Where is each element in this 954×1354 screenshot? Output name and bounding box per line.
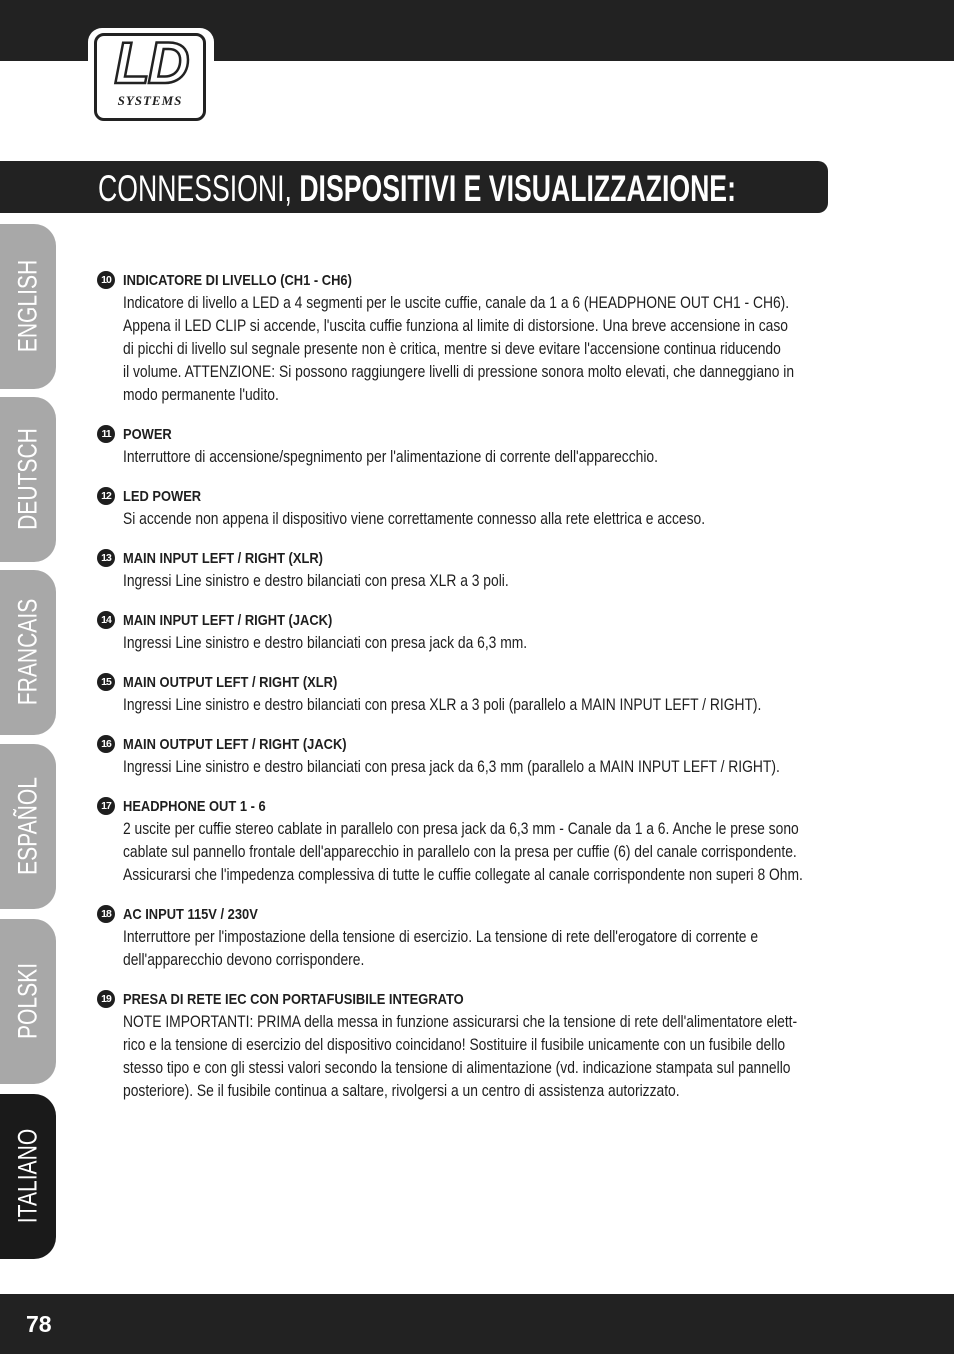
section-title-light: CONNESSIONI, [98, 168, 300, 209]
item-number-badge: 18 [97, 905, 115, 923]
description-line: Ingressi Line sinistro e destro bilanciati con presa XLR a 3 poli. [123, 572, 509, 590]
section-title-bar [0, 161, 828, 213]
tab-english[interactable] [0, 224, 56, 389]
description-line: Ingressi Line sinistro e destro bilanciati con presa XLR a 3 poli (parallelo a MAIN INPUT LEFT / RIGHT). [123, 696, 762, 714]
item-description [123, 926, 858, 972]
item-title: MAIN INPUT LEFT / RIGHT (JACK) [123, 612, 333, 629]
feature-item [97, 269, 867, 407]
feature-item [97, 903, 867, 972]
tab-label: FRANCAIS [12, 598, 43, 706]
item-title: MAIN OUTPUT LEFT / RIGHT (XLR) [123, 674, 338, 691]
tab-francais[interactable] [0, 570, 56, 735]
feature-item [97, 547, 867, 593]
item-description [123, 446, 858, 469]
item-number-badge: 12 [97, 487, 115, 505]
description-line: modo permanente l'udito. [123, 386, 279, 404]
description-line: rico e la tensione di esercizio del dispositivo coincidano! Sostituire il fusibile unicamente con un fusibile dello [123, 1036, 786, 1054]
feature-item [97, 795, 867, 887]
item-description [123, 1011, 858, 1103]
item-number-badge: 10 [97, 271, 115, 289]
tab-italiano[interactable] [0, 1094, 56, 1259]
description-line: Interruttore per l'impostazione della tensione di esercizio. La tensione di rete dell'erogatore di corrente e [123, 928, 759, 946]
item-number-badge: 16 [97, 735, 115, 753]
description-line: 2 uscite per cuffie stereo cablate in parallelo con presa jack da 6,3 mm - Canale da 1 a 6. Anche le prese sono [123, 820, 799, 838]
section-title [98, 169, 736, 209]
item-number-badge: 17 [97, 797, 115, 815]
feature-item [97, 733, 867, 779]
item-description [123, 292, 858, 407]
ld-systems-logo [88, 28, 214, 126]
description-line: Indicatore di livello a LED a 4 segmenti per le uscite cuffie, canale da 1 a 6 (HEADPHONE OUT CH1 - CH6). [123, 294, 790, 312]
item-number-badge: 11 [97, 425, 115, 443]
feature-item [97, 671, 867, 717]
item-title: MAIN INPUT LEFT / RIGHT (XLR) [123, 550, 323, 567]
item-number-badge: 15 [97, 673, 115, 691]
item-number-badge: 14 [97, 611, 115, 629]
logo-systems-text: SYSTEMS [117, 93, 183, 108]
description-line: Ingressi Line sinistro e destro bilanciati con presa jack da 6,3 mm. [123, 634, 528, 652]
feature-item [97, 609, 867, 655]
item-description [123, 508, 858, 531]
tab-label: ITALIANO [12, 1128, 43, 1224]
tab-label: ENGLISH [12, 259, 43, 353]
description-line: Assicurarsi che l'impedenza complessiva di tutte le cuffie collegate al canale corrispondente non superi 8 Ohm. [123, 866, 803, 884]
description-line: Ingressi Line sinistro e destro bilanciati con presa jack da 6,3 mm (parallelo a MAIN INPUT LEFT / RIGHT). [123, 758, 780, 776]
tab-label: POLSKI [12, 962, 43, 1040]
item-title: LED POWER [123, 488, 202, 505]
description-line: dell'apparecchio devono corrispondere. [123, 951, 365, 969]
description-line: Si accende non appena il dispositivo viene correttamente connesso alla rete elettrica e acceso. [123, 510, 706, 528]
description-line: Appena il LED CLIP si accende, l'uscita cuffie funziona al limite di distorsione. Una breve accensione in caso [123, 317, 789, 335]
description-line: di picchi di livello sul segnale presente non è critica, mentre si deve evitare l'accensione continua riducendo [123, 340, 781, 358]
item-number-badge: 19 [97, 990, 115, 1008]
feature-item [97, 988, 867, 1103]
description-line: posteriore). Se il fusibile continua a saltare, rivolgersi a un centro di assistenza autorizzato. [123, 1082, 680, 1100]
item-title: PRESA DI RETE IEC CON PORTAFUSIBILE INTEGRATO [123, 991, 464, 1008]
description-line: stesso tipo e con gli stessi valori secondo la tensione di alimentazione (vd. indicazione stampata sul pannello [123, 1059, 791, 1077]
item-description [123, 694, 858, 717]
description-line: il volume. ATTENZIONE: Si possono raggiungere livelli di pressione sonora molto elevati, che danneggiano in [123, 363, 795, 381]
tab-deutsch[interactable] [0, 397, 56, 562]
item-title: HEADPHONE OUT 1 - 6 [123, 798, 266, 815]
item-description [123, 632, 858, 655]
item-title: INDICATORE DI LIVELLO (CH1 - CH6) [123, 272, 352, 289]
item-list [97, 269, 867, 1119]
logo-ld-text: LD [114, 31, 188, 96]
section-title-bold: DISPOSITIVI E VISUALIZZAZIONE: [299, 168, 736, 209]
feature-item [97, 423, 867, 469]
item-title: POWER [123, 426, 172, 443]
bottom-bar [0, 1294, 954, 1354]
logo-frame [94, 33, 206, 121]
tab-label: DEUTSCH [12, 428, 43, 530]
description-line: cablate sul pannello frontale dell'apparecchio in parallelo con la presa per cuffie (6) del canale corrispondente. [123, 843, 797, 861]
tab-espanol[interactable] [0, 744, 56, 909]
description-line: Interruttore di accensione/spegnimento per l'alimentazione di corrente dell'apparecchio. [123, 448, 658, 466]
item-number-badge: 13 [97, 549, 115, 567]
item-description [123, 570, 858, 593]
page-number: 78 [26, 1311, 52, 1337]
description-line: NOTE IMPORTANTI: PRIMA della messa in funzione assicurarsi che la tensione di rete dell'alimentatore elett- [123, 1013, 798, 1031]
item-description [123, 756, 858, 779]
item-description [123, 818, 858, 887]
item-title: MAIN OUTPUT LEFT / RIGHT (JACK) [123, 736, 347, 753]
feature-item [97, 485, 867, 531]
tab-polski[interactable] [0, 919, 56, 1084]
item-title: AC INPUT 115V / 230V [123, 906, 258, 923]
tab-label: ESPAÑOL [12, 777, 43, 875]
